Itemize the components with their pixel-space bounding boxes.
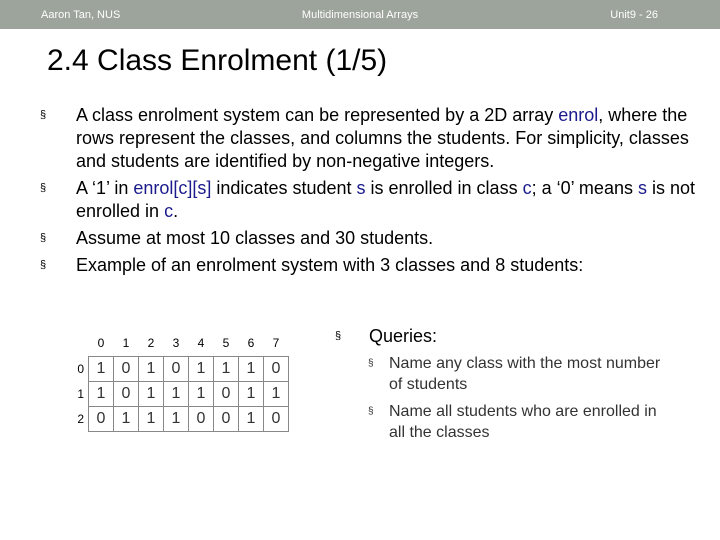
queries-heading-text: Queries: [369,326,438,346]
matrix-cell: 1 [214,357,239,382]
bullet-text: Assume at most 10 classes and 30 students. [76,228,434,248]
matrix-cell: 0 [89,407,114,432]
matrix-cell: 1 [164,382,189,407]
bullet-item [40,177,700,223]
queries-heading [335,325,675,347]
matrix-cell: 1 [139,382,164,407]
row-header: 0 [77,362,84,376]
slide-title: 2.4 Class Enrolment (1/5) [47,44,388,77]
bullet-item [40,254,700,277]
matrix-cell: 1 [139,357,164,382]
matrix-cell: 1 [114,407,139,432]
bullet-list [40,104,700,281]
column-header: 6 [247,336,255,350]
query-text: Name all students who are enrolled in all the classes [389,403,657,441]
matrix-cell: 1 [239,407,264,432]
enrolment-matrix [54,330,289,432]
slide-number: Unit9 - 26 [610,9,658,21]
matrix-row [54,407,289,432]
matrix-cell: 0 [114,357,139,382]
query-item [335,401,675,443]
matrix-row [54,382,289,407]
bullet-text: Example of an enrolment system with 3 classes and 8 students: [76,255,584,275]
code-s: s [637,178,647,198]
matrix-row [54,357,289,382]
query-item [335,353,675,395]
matrix-cell: 1 [239,382,264,407]
column-header: 4 [197,336,205,350]
bullet-text: , where the rows represent the classes, and columns the students. For simplicity, classes and students are identified by non-negative integers. [76,105,689,171]
bullet-text: A ‘1’ in [76,178,134,198]
bullet-text: is not enrolled in [76,178,695,221]
column-header: 7 [272,336,280,350]
bullet-text: is enrolled in class [365,178,523,198]
query-text: Name any class with the most number of students [389,355,661,393]
bullet-marker: § [335,330,342,342]
matrix-cell: 1 [189,382,214,407]
corner-cell [54,330,89,357]
column-header: 3 [172,336,180,350]
code-c: c [522,178,532,198]
column-header: 2 [147,336,155,350]
code-enrol-cs: enrol[c][s] [133,178,212,198]
matrix-cell: 0 [214,382,239,407]
bullet-item [40,104,700,173]
matrix-cell: 1 [139,407,164,432]
matrix-cell: 1 [89,357,114,382]
matrix-cell: 1 [239,357,264,382]
matrix-cell: 1 [164,407,189,432]
bullet-marker: § [40,182,47,194]
column-header-row [54,330,289,357]
code-enrol: enrol [558,105,599,125]
matrix-cell: 1 [89,382,114,407]
bullet-text: indicates student [211,178,357,198]
matrix-cell: 0 [264,407,289,432]
sub-bullet-marker: § [368,406,374,417]
sub-bullet-marker: § [368,358,374,369]
bullet-text: . [173,201,179,221]
bullet-text: A class enrolment system can be represented by a 2D array [76,105,559,125]
matrix-cell: 0 [264,357,289,382]
bullet-marker: § [40,109,47,121]
matrix-cell: 0 [189,407,214,432]
bullet-text: ; a ‘0’ means [531,178,638,198]
author-label: Aaron Tan, NUS [41,9,121,21]
matrix-cell: 1 [264,382,289,407]
bullet-marker: § [40,259,47,271]
bullet-marker: § [40,232,47,244]
row-header: 2 [77,412,84,426]
column-header: 0 [97,336,105,350]
matrix-cell: 1 [189,357,214,382]
slide-header-bar [0,0,720,29]
matrix-cell: 0 [214,407,239,432]
topic-label: Multidimensional Arrays [301,9,419,21]
matrix-cell: 0 [114,382,139,407]
code-s: s [356,178,366,198]
row-header: 1 [77,387,84,401]
matrix-cell: 0 [164,357,189,382]
queries-section [335,325,675,449]
code-c: c [164,201,174,221]
column-header: 1 [122,336,130,350]
bullet-item [40,227,700,250]
column-header: 5 [222,336,230,350]
